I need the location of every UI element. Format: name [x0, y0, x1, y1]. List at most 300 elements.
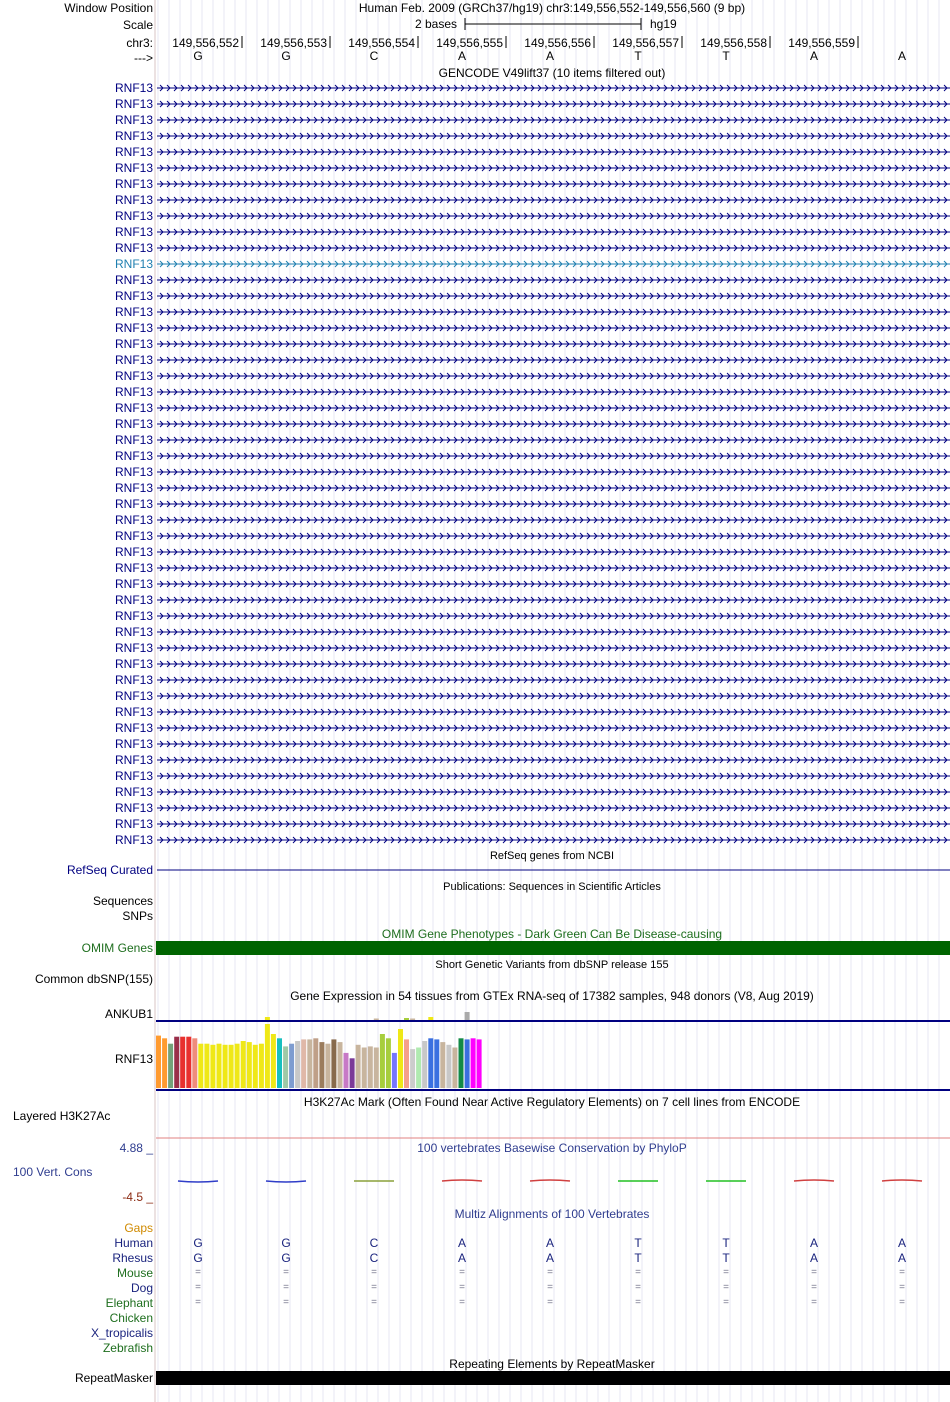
gtex-rnf13-bar [307, 1039, 312, 1088]
multiz-species-label[interactable]: Zebrafish [102, 1341, 153, 1355]
gencode-transcript-label[interactable]: RNF13 [114, 641, 153, 655]
base-letter: T [634, 49, 642, 63]
scale-text: 2 bases [415, 17, 458, 31]
gencode-transcript-label[interactable]: RNF13 [114, 337, 153, 351]
gencode-transcript [157, 229, 950, 235]
gencode-track-title: GENCODE V49lift37 (10 items filtered out) [438, 66, 666, 80]
transcript-strand-arrows [160, 581, 947, 587]
gencode-transcript [157, 837, 950, 843]
gencode-transcript-label[interactable]: RNF13 [114, 257, 153, 271]
gencode-transcript [157, 693, 950, 699]
base-letter: A [457, 49, 467, 63]
multiz-base: = [195, 1297, 201, 1308]
multiz-base: = [195, 1267, 201, 1278]
transcript-strand-arrows [160, 421, 947, 427]
transcript-strand-arrows [160, 677, 947, 683]
gtex-rnf13-bar [210, 1045, 215, 1088]
multiz-base: = [371, 1282, 377, 1293]
publications-label-snps[interactable]: SNPs [122, 909, 153, 923]
transcript-strand-arrows [160, 773, 947, 779]
gencode-transcript [157, 437, 950, 443]
position-tick-label: 149,556,552 [172, 36, 239, 50]
multiz-base: = [283, 1297, 289, 1308]
gencode-transcript-label[interactable]: RNF13 [114, 81, 153, 95]
base-letter: A [897, 49, 907, 63]
gencode-transcript-label[interactable]: RNF13 [114, 273, 153, 287]
transcript-strand-arrows [160, 597, 947, 603]
gencode-transcript [157, 213, 950, 219]
gencode-transcript-label[interactable]: RNF13 [114, 161, 153, 175]
gencode-transcript [157, 549, 950, 555]
gencode-transcript-label[interactable]: RNF13 [114, 721, 153, 735]
multiz-base: = [547, 1297, 553, 1308]
gencode-transcript [157, 517, 950, 523]
transcript-strand-arrows [160, 645, 947, 651]
gtex-gene-ankub1[interactable]: ANKUB1 [104, 1007, 153, 1021]
dbsnp-track-label[interactable]: Common dbSNP(155) [34, 972, 153, 986]
conservation-max-label: 4.88 _ [119, 1141, 153, 1155]
gtex-rnf13-bar [465, 1039, 470, 1088]
gencode-transcript [157, 373, 950, 379]
gencode-transcript-label[interactable]: RNF13 [114, 241, 153, 255]
gencode-transcript-label[interactable]: RNF13 [114, 449, 153, 463]
gencode-transcript-label[interactable]: RNF13 [114, 801, 153, 815]
omim-track-label[interactable]: OMIM Genes [81, 941, 153, 955]
gencode-transcript [157, 501, 950, 507]
gtex-rnf13-bar [452, 1048, 457, 1089]
multiz-base: G [281, 1251, 291, 1265]
conservation-segment [794, 1180, 834, 1181]
gencode-transcript [157, 309, 950, 315]
multiz-base: = [371, 1267, 377, 1278]
gencode-transcript [157, 661, 950, 667]
scale-label: Scale [122, 18, 153, 32]
transcript-strand-arrows [160, 101, 947, 107]
gencode-transcript-label[interactable]: RNF13 [114, 305, 153, 319]
gencode-transcript [157, 405, 950, 411]
transcript-strand-arrows [160, 741, 947, 747]
multiz-base: = [723, 1282, 729, 1293]
gencode-transcript [157, 709, 950, 715]
gtex-rnf13-bar [319, 1042, 324, 1088]
gencode-transcript [157, 181, 950, 187]
gtex-rnf13-bar [168, 1044, 173, 1088]
transcript-strand-arrows [160, 133, 947, 139]
gencode-transcript [157, 725, 950, 731]
gencode-transcript-label[interactable]: RNF13 [114, 545, 153, 559]
gtex-ankub1-bar [404, 1018, 409, 1020]
gtex-rnf13-bar [325, 1044, 330, 1088]
gtex-rnf13-bar [434, 1039, 439, 1088]
multiz-base: T [722, 1251, 730, 1265]
omim-track-title: OMIM Gene Phenotypes - Dark Green Can Be Disease-causing [381, 927, 723, 941]
conservation-track-title: 100 vertebrates Basewise Conservation by PhyloP [417, 1141, 687, 1155]
gtex-rnf13-bar [344, 1053, 349, 1088]
transcript-strand-arrows [160, 805, 947, 811]
position-tick-label: 149,556,553 [260, 36, 327, 50]
gtex-ankub1-bar [465, 1012, 470, 1020]
gencode-transcript-label[interactable]: RNF13 [114, 321, 153, 335]
gencode-transcript-label[interactable]: RNF13 [114, 353, 153, 367]
gtex-rnf13-bar [217, 1044, 222, 1088]
gencode-transcript-label[interactable]: RNF13 [114, 225, 153, 239]
repeatmasker-track-label[interactable]: RepeatMasker [74, 1371, 153, 1385]
gtex-rnf13-bar [471, 1038, 476, 1088]
transcript-strand-arrows [160, 661, 947, 667]
gtex-rnf13-bar [162, 1038, 167, 1088]
gtex-rnf13-bar [156, 1036, 161, 1088]
gtex-rnf13-bar [440, 1042, 445, 1088]
gtex-rnf13-bar [459, 1038, 464, 1088]
multiz-base: A [545, 1236, 555, 1250]
transcript-strand-arrows [160, 437, 947, 443]
multiz-base: = [635, 1267, 641, 1278]
gencode-transcript-label[interactable]: RNF13 [114, 209, 153, 223]
gtex-rnf13-bar [229, 1045, 234, 1088]
gencode-transcript [157, 565, 950, 571]
gtex-track-title: Gene Expression in 54 tissues from GTEx RNA-seq of 17382 samples, 948 donors (V8, Aug 2019) [290, 989, 814, 1003]
gencode-transcript-label[interactable]: RNF13 [114, 753, 153, 767]
strand-label: ---> [134, 51, 153, 65]
gencode-transcript [157, 805, 950, 811]
gtex-ankub1-bar [410, 1019, 415, 1021]
h3k27ac-track-title: H3K27Ac Mark (Often Found Near Active Regulatory Elements) on 7 cell lines from ENCODE [303, 1095, 801, 1109]
gencode-transcript-label[interactable]: RNF13 [114, 513, 153, 527]
gtex-rnf13-bar [350, 1058, 355, 1088]
gencode-transcript [157, 757, 950, 763]
gtex-gene-rnf13[interactable]: RNF13 [114, 1052, 153, 1066]
gtex-rnf13-bar [374, 1048, 379, 1089]
gencode-transcript [157, 389, 950, 395]
position-tick-label: 149,556,556 [524, 36, 591, 50]
transcript-strand-arrows [160, 821, 947, 827]
gtex-rnf13-bar [356, 1045, 361, 1088]
gencode-transcript-label[interactable]: RNF13 [114, 577, 153, 591]
gencode-transcript-label[interactable]: RNF13 [114, 193, 153, 207]
multiz-base: = [899, 1282, 905, 1293]
multiz-base: A [897, 1251, 907, 1265]
multiz-base: = [723, 1267, 729, 1278]
gencode-transcript-label[interactable]: RNF13 [114, 465, 153, 479]
multiz-base: = [459, 1267, 465, 1278]
transcript-strand-arrows [160, 517, 947, 523]
gencode-transcript-label[interactable]: RNF13 [114, 497, 153, 511]
gencode-transcript-label[interactable]: RNF13 [114, 113, 153, 127]
multiz-base: = [371, 1297, 377, 1308]
transcript-strand-arrows [160, 229, 947, 235]
gencode-transcript-label[interactable]: RNF13 [114, 481, 153, 495]
transcript-strand-arrows [160, 373, 947, 379]
multiz-base: = [283, 1282, 289, 1293]
base-letter: A [809, 49, 819, 63]
gencode-transcript-label[interactable]: RNF13 [114, 385, 153, 399]
gtex-rnf13-bar [380, 1034, 385, 1088]
transcript-strand-arrows [160, 757, 947, 763]
multiz-base: T [634, 1236, 642, 1250]
transcript-strand-arrows [160, 613, 947, 619]
transcript-strand-arrows [160, 293, 947, 299]
gencode-transcript-label[interactable]: RNF13 [114, 673, 153, 687]
gtex-rnf13-bar [398, 1029, 403, 1088]
multiz-base: = [811, 1282, 817, 1293]
conservation-segment [442, 1180, 482, 1181]
gencode-transcript [157, 325, 950, 331]
gencode-transcript-label[interactable]: RNF13 [114, 657, 153, 671]
base-letter: C [369, 49, 379, 63]
gencode-transcript-label[interactable]: RNF13 [114, 529, 153, 543]
multiz-base: = [459, 1297, 465, 1308]
multiz-base: = [547, 1282, 553, 1293]
repeatmasker-feature[interactable] [156, 1371, 950, 1385]
position-tick-label: 149,556,559 [788, 36, 855, 50]
transcript-strand-arrows [160, 709, 947, 715]
gtex-rnf13-bar [368, 1046, 373, 1088]
conservation-segment [882, 1180, 922, 1181]
gtex-rnf13-bar [446, 1045, 451, 1088]
gtex-rnf13-bar [301, 1039, 306, 1088]
gencode-transcript [157, 341, 950, 347]
position-tick-label: 149,556,555 [436, 36, 503, 50]
multiz-species-label[interactable]: Mouse [116, 1266, 153, 1280]
gtex-rnf13-bar [271, 1034, 276, 1088]
gtex-rnf13-bar [223, 1045, 228, 1088]
window-position-label: Window Position [64, 1, 153, 15]
gtex-rnf13-bar [313, 1038, 318, 1088]
gtex-rnf13-bar [295, 1041, 300, 1088]
conservation-segment [178, 1181, 218, 1182]
transcript-strand-arrows [160, 261, 947, 267]
transcript-strand-arrows [160, 837, 947, 843]
publications-label-sequences[interactable]: Sequences [92, 894, 153, 908]
multiz-base: A [457, 1251, 467, 1265]
gtex-rnf13-bar [338, 1042, 343, 1088]
gencode-transcript-label[interactable]: RNF13 [114, 705, 153, 719]
transcript-strand-arrows [160, 389, 947, 395]
gtex-rnf13-bar [392, 1053, 397, 1088]
gencode-transcript-label[interactable]: RNF13 [114, 609, 153, 623]
gtex-rnf13-bar [283, 1046, 288, 1088]
gencode-transcript [157, 773, 950, 779]
gencode-transcript-label[interactable]: RNF13 [114, 737, 153, 751]
transcript-strand-arrows [160, 629, 947, 635]
multiz-base: = [635, 1282, 641, 1293]
gencode-transcript-label[interactable]: RNF13 [114, 689, 153, 703]
gencode-transcript [157, 453, 950, 459]
transcript-strand-arrows [160, 85, 947, 91]
gtex-rnf13-bar [186, 1037, 191, 1088]
gencode-transcript-label[interactable]: RNF13 [114, 129, 153, 143]
transcript-strand-arrows [160, 565, 947, 571]
base-letter: T [722, 49, 730, 63]
multiz-base: = [811, 1297, 817, 1308]
gencode-transcript [157, 293, 950, 299]
multiz-base: = [195, 1282, 201, 1293]
transcript-strand-arrows [160, 213, 947, 219]
multiz-base: T [722, 1236, 730, 1250]
multiz-base: G [193, 1251, 203, 1265]
base-letter: G [281, 49, 291, 63]
multiz-base: C [369, 1251, 379, 1265]
gencode-transcript [157, 741, 950, 747]
conservation-segment [530, 1180, 570, 1181]
scale-assembly: hg19 [650, 17, 677, 31]
gtex-rnf13-bar [404, 1039, 409, 1088]
gencode-transcript [157, 277, 950, 283]
gtex-ankub1-bar [374, 1019, 379, 1021]
gtex-rnf13-bar [198, 1044, 203, 1088]
gencode-transcript [157, 261, 950, 267]
gencode-transcript-label[interactable]: RNF13 [114, 561, 153, 575]
multiz-track-title: Multiz Alignments of 100 Vertebrates [454, 1207, 650, 1221]
gtex-rnf13-bar [386, 1038, 391, 1088]
gtex-rnf13-bar [192, 1038, 197, 1088]
multiz-base: A [545, 1251, 555, 1265]
gencode-transcript [157, 133, 950, 139]
conservation-min-label: -4.5 _ [122, 1190, 153, 1204]
publications-track-title: Publications: Sequences in Scientific Articles [443, 881, 661, 893]
gtex-rnf13-bar [253, 1045, 258, 1088]
multiz-species-label[interactable]: Chicken [109, 1311, 153, 1325]
gencode-transcript [157, 117, 950, 123]
multiz-base: = [635, 1297, 641, 1308]
gencode-transcript-label[interactable]: RNF13 [114, 145, 153, 159]
repeatmasker-track-title: Repeating Elements by RepeatMasker [449, 1357, 655, 1371]
gtex-rnf13-bar [204, 1044, 209, 1088]
multiz-base: G [193, 1236, 203, 1250]
multiz-base: = [547, 1267, 553, 1278]
multiz-base: A [809, 1251, 819, 1265]
gencode-transcript [157, 245, 950, 251]
gtex-rnf13-bar [331, 1039, 336, 1088]
position-tick-label: 149,556,554 [348, 36, 415, 50]
transcript-strand-arrows [160, 501, 947, 507]
transcript-strand-arrows [160, 469, 947, 475]
omim-feature[interactable] [156, 941, 950, 955]
gtex-rnf13-bar [180, 1037, 185, 1088]
dbsnp-track-title: Short Genetic Variants from dbSNP release 155 [435, 959, 669, 971]
multiz-base: = [723, 1297, 729, 1308]
gtex-rnf13-bar [362, 1048, 367, 1089]
transcript-strand-arrows [160, 149, 947, 155]
gencode-transcript-label[interactable]: RNF13 [114, 433, 153, 447]
gtex-rnf13-bar [428, 1038, 433, 1088]
conservation-segment [266, 1181, 306, 1182]
transcript-strand-arrows [160, 117, 947, 123]
transcript-strand-arrows [160, 693, 947, 699]
gtex-rnf13-bar [241, 1041, 246, 1088]
multiz-base: = [283, 1267, 289, 1278]
conservation-track-label[interactable]: 100 Vert. Cons [13, 1165, 93, 1179]
transcript-strand-arrows [160, 405, 947, 411]
browser-title: Human Feb. 2009 (GRCh37/hg19) chr3:149,556,552-149,556,560 (9 bp) [358, 1, 746, 15]
transcript-strand-arrows [160, 357, 947, 363]
gencode-transcript [157, 197, 950, 203]
gencode-transcript [157, 645, 950, 651]
gencode-transcript-label[interactable]: RNF13 [114, 833, 153, 847]
base-grid [155, 0, 950, 1402]
gencode-transcript-label[interactable]: RNF13 [114, 369, 153, 383]
multiz-base: = [899, 1267, 905, 1278]
multiz-base: A [897, 1236, 907, 1250]
transcript-strand-arrows [160, 485, 947, 491]
transcript-strand-arrows [160, 165, 947, 171]
gtex-rnf13-bar [289, 1044, 294, 1088]
gtex-rnf13-bar [235, 1044, 240, 1088]
transcript-strand-arrows [160, 181, 947, 187]
gtex-rnf13-bar [265, 1024, 270, 1088]
gencode-transcript [157, 149, 950, 155]
gencode-transcript [157, 469, 950, 475]
multiz-base: T [634, 1251, 642, 1265]
multiz-gaps-label[interactable]: Gaps [124, 1221, 153, 1235]
gtex-rnf13-bar [277, 1038, 282, 1088]
transcript-strand-arrows [160, 341, 947, 347]
gencode-transcript-label[interactable]: RNF13 [114, 593, 153, 607]
gencode-transcript-label[interactable]: RNF13 [114, 401, 153, 415]
gencode-transcript [157, 821, 950, 827]
gencode-transcript [157, 581, 950, 587]
multiz-base: G [281, 1236, 291, 1250]
gencode-transcript-label[interactable]: RNF13 [114, 289, 153, 303]
gencode-transcript [157, 629, 950, 635]
transcript-strand-arrows [160, 245, 947, 251]
multiz-species-label[interactable]: X_tropicalis [90, 1326, 153, 1340]
gtex-rnf13-bar [410, 1049, 415, 1088]
refseq-track-label[interactable]: RefSeq Curated [66, 863, 153, 877]
transcript-strand-arrows [160, 325, 947, 331]
gencode-transcript-label[interactable]: RNF13 [114, 769, 153, 783]
h3k27ac-track-label[interactable]: Layered H3K27Ac [13, 1109, 111, 1123]
multiz-species-label[interactable]: Dog [130, 1281, 153, 1295]
gencode-transcript [157, 613, 950, 619]
multiz-species-label[interactable]: Rhesus [112, 1251, 153, 1265]
transcript-strand-arrows [160, 277, 947, 283]
gencode-transcript [157, 677, 950, 683]
gencode-transcript [157, 597, 950, 603]
gtex-rnf13-bar [259, 1044, 264, 1088]
transcript-strand-arrows [160, 533, 947, 539]
transcript-strand-arrows [160, 453, 947, 459]
multiz-base: C [369, 1236, 379, 1250]
gencode-transcript [157, 357, 950, 363]
gtex-rnf13-bar [422, 1041, 427, 1088]
refseq-track-title: RefSeq genes from NCBI [489, 850, 615, 862]
multiz-base: = [811, 1267, 817, 1278]
multiz-species-label[interactable]: Human [114, 1236, 153, 1250]
gencode-transcript-label[interactable]: RNF13 [114, 785, 153, 799]
multiz-species-label[interactable]: Elephant [105, 1296, 153, 1310]
gencode-transcript-label[interactable]: RNF13 [114, 417, 153, 431]
gencode-transcript [157, 85, 950, 91]
gencode-transcript [157, 101, 950, 107]
position-tick-label: 149,556,558 [700, 36, 767, 50]
gencode-transcript-label[interactable]: RNF13 [114, 177, 153, 191]
position-tick-label: 149,556,557 [612, 36, 679, 50]
gtex-rnf13-bar [174, 1037, 179, 1088]
gtex-ankub1-bar [428, 1017, 433, 1020]
gencode-transcript-label[interactable]: RNF13 [114, 817, 153, 831]
gencode-transcript-label[interactable]: RNF13 [114, 97, 153, 111]
multiz-base: A [809, 1236, 819, 1250]
gencode-transcript [157, 789, 950, 795]
gtex-rnf13-bar [247, 1042, 252, 1088]
chrom-label: chr3: [126, 36, 153, 50]
gencode-transcript [157, 421, 950, 427]
transcript-strand-arrows [160, 309, 947, 315]
gencode-transcript-label[interactable]: RNF13 [114, 625, 153, 639]
multiz-base: = [459, 1282, 465, 1293]
gencode-transcript [157, 533, 950, 539]
